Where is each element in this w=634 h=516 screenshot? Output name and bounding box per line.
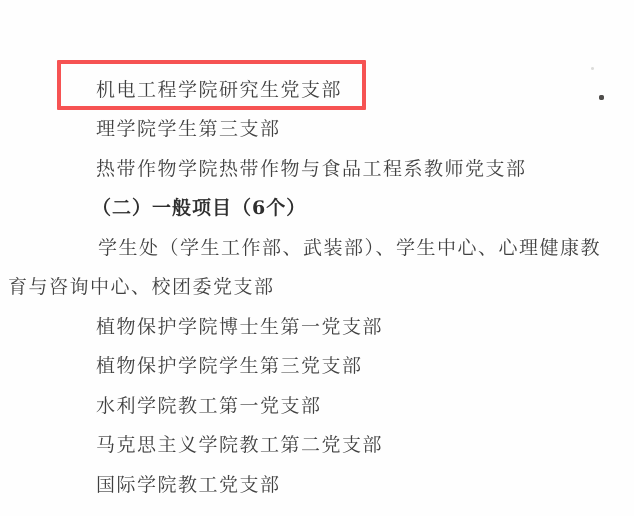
doc-line: 学生处（学生工作部、武装部）、学生中心、心理健康教 xyxy=(98,237,602,259)
doc-line-highlighted-branch: 机电工程学院研究生党支部 xyxy=(96,79,343,101)
doc-line: 理学院学生第三支部 xyxy=(96,118,281,140)
doc-line: 植物保护学院博士生第一党支部 xyxy=(96,316,384,338)
doc-line: 水利学院教工第一党支部 xyxy=(96,395,322,417)
doc-line: 马克思主义学院教工第二党支部 xyxy=(96,434,384,456)
scan-ink-dot xyxy=(599,95,604,100)
doc-line: 植物保护学院学生第三党支部 xyxy=(96,355,363,377)
doc-line: 热带作物学院热带作物与食品工程系教师党支部 xyxy=(96,158,527,180)
doc-section-heading: （二）一般项目（6个） xyxy=(92,197,307,219)
scan-faint-speck xyxy=(591,67,594,70)
doc-line: 国际学院教工党支部 xyxy=(96,474,281,496)
doc-line-continuation: 育与咨询中心、校团委党支部 xyxy=(8,276,275,298)
